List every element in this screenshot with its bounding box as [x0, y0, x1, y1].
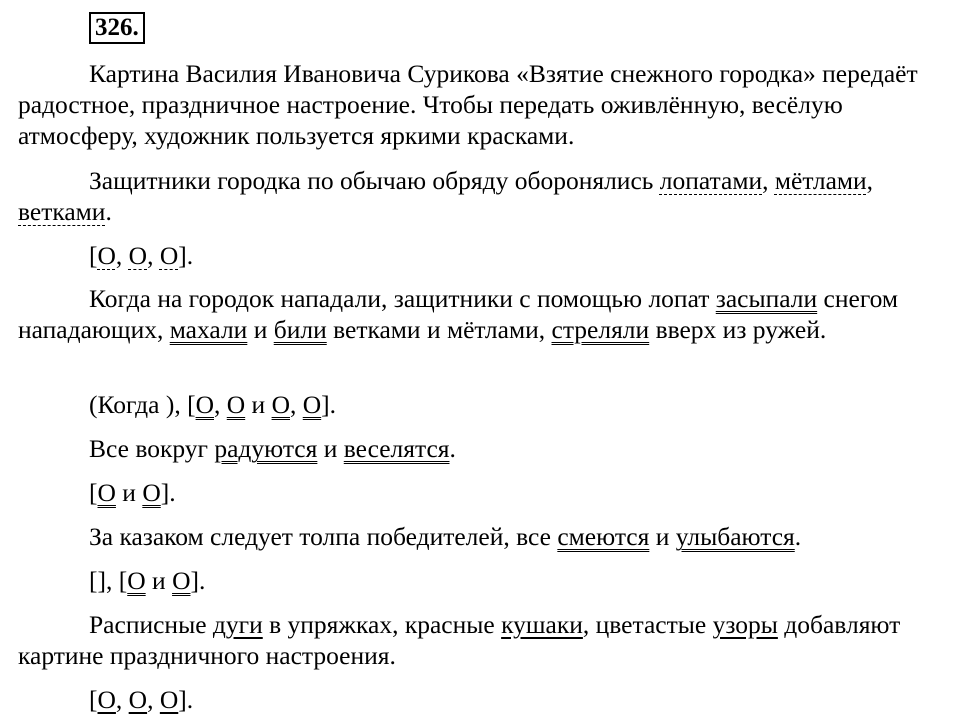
- homogeneous-member: мётлами: [774, 166, 867, 195]
- scheme-1: [О, О, О].: [89, 241, 194, 270]
- predicate: веселятся: [343, 434, 450, 463]
- scheme-5: [О, О, О].: [89, 685, 194, 714]
- predicate: смеются: [557, 522, 650, 551]
- scheme-3: [О и О].: [89, 478, 176, 507]
- subject: кушаки: [501, 610, 583, 639]
- predicate: били: [273, 315, 327, 344]
- sentence-attack: Когда на городок нападали, защитники с помощью лопат засыпали снегом нападающих, махали и били ветками и мётлами, стреляли вверх из ружей.: [18, 284, 899, 344]
- homogeneous-member: ветками: [18, 197, 106, 226]
- predicate: улыбаются: [675, 522, 795, 551]
- scheme-4: [], [О и О].: [89, 566, 206, 595]
- predicate: стреляли: [551, 315, 650, 344]
- predicate: радуются: [214, 434, 318, 463]
- subject: дуги: [212, 610, 263, 639]
- homogeneous-member: лопатами: [659, 166, 763, 195]
- scheme-2: (Когда ), [О, О и О, О].: [89, 390, 337, 419]
- sentence-cossack: За казаком следует толпа победителей, все смеются и улыбаются.: [89, 522, 802, 551]
- exercise-number: 326.: [89, 12, 145, 44]
- predicate: засыпали: [715, 284, 818, 313]
- subject: узоры: [712, 610, 778, 639]
- sentence-everyone: Все вокруг радуются и веселятся.: [89, 434, 456, 463]
- predicate: махали: [169, 315, 248, 344]
- paragraph-intro: Картина Василия Ивановича Сурикова «Взятие снежного городка» передаёт радостное, праздничное настроение. Чтобы передать оживлённую, весёлую атмосферу, художник пользуется яркими красками.: [18, 59, 918, 150]
- sentence-painted: Расписные дуги в упряжках, красные кушаки, цветастые узоры добавляют картине праздничного настроения.: [18, 610, 901, 670]
- sentence-defenders: Защитники городка по обычаю обряду оборонялись лопатами, мётлами, ветками.: [18, 166, 874, 226]
